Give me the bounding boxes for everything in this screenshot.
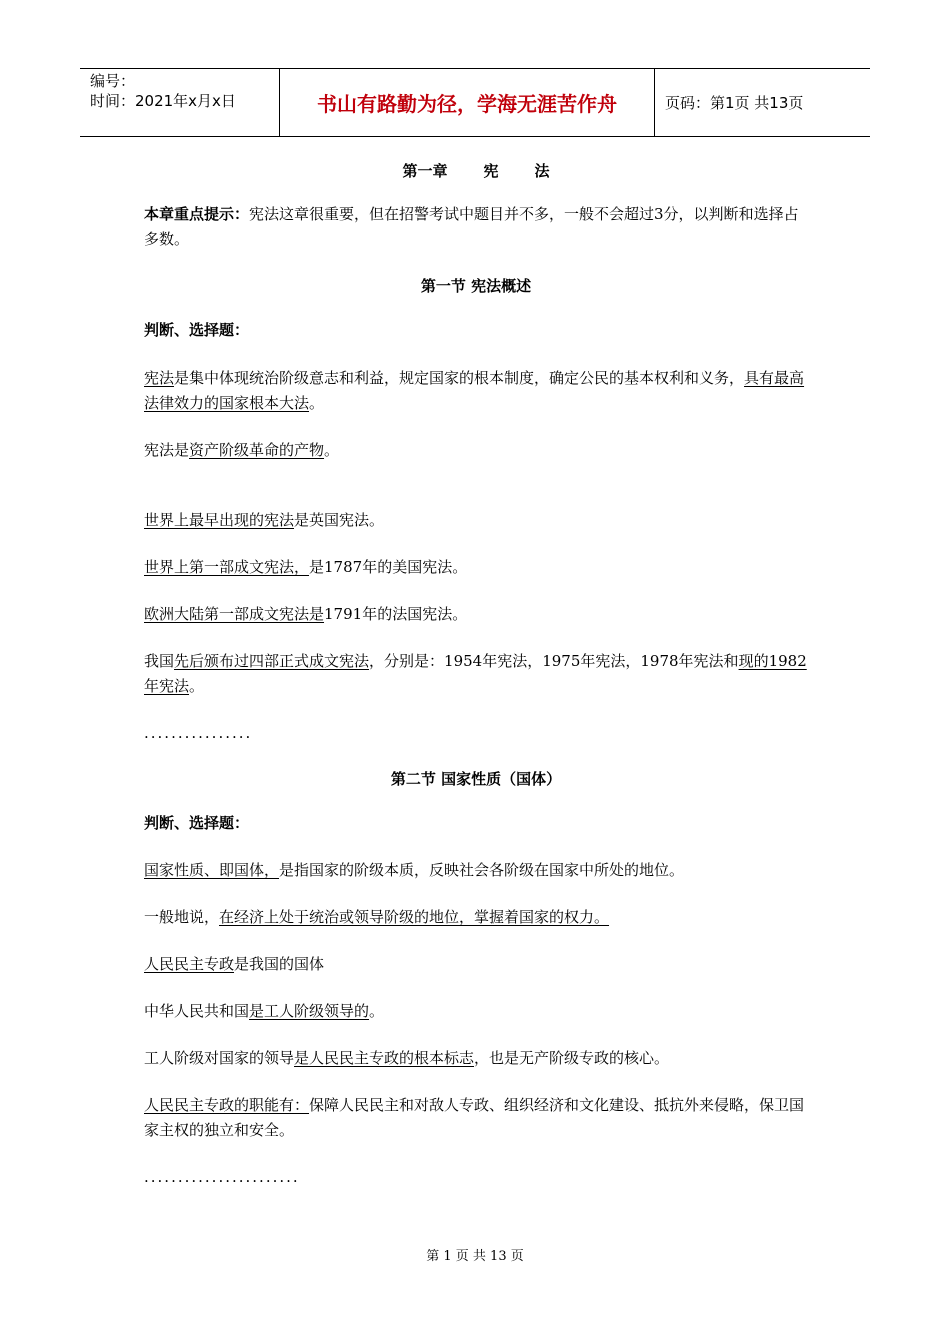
section-2-paragraph: 人民民主专政是我国的国体 [144,955,325,973]
page-footer: 第 1 页 共 13 页 [426,1249,524,1264]
chapter-title: 第一章 宪 法 [402,162,550,180]
section-1-paragraph: 我国先后颁布过四部正式成文宪法，分别是：1954年宪法，1975年宪法，1978年宪法和现的1982年宪法。 [144,652,807,695]
section-1-question-type: 判断、选择题： [144,321,250,339]
time-label: 时间：2021年x月x日 [90,92,236,110]
section-2-paragraph: 工人阶级对国家的领导是人民民主专政的根本标志，也是无产阶级专政的核心。 [144,1049,670,1067]
chapter-tip: 本章重点提示：宪法这章很重要，但在招警考试中题目并不多，一般不会超过3分，以判断和选择占多数。 [144,205,799,248]
section-2-paragraph: 中华人民共和国是工人阶级领导的。 [144,1002,385,1020]
section-2-title: 第二节 国家性质（国体） [390,770,562,788]
header-motto: 书山有路勤为径，学海无涯苦作舟 [280,69,655,136]
section-1-paragraph: 世界上最早出现的宪法是英国宪法。 [144,511,385,529]
section-1-ellipsis: ................ [144,724,253,742]
section-1-paragraph: 世界上第一部成文宪法，是1787年的美国宪法。 [144,558,468,576]
section-2-question-type: 判断、选择题： [144,814,250,832]
section-2-ellipsis: ....................... [144,1168,300,1186]
section-1-paragraph: 宪法是资产阶级革命的产物。 [144,441,340,459]
header-meta [80,69,280,136]
number-label: 编号： [90,72,136,90]
section-2-paragraph: 人民民主专政的职能有：保障人民民主和对敌人专政、组织经济和文化建设、抵抗外来侵略，保卫国家主权的独立和安全。 [144,1096,805,1139]
document-body [144,155,808,1190]
section-2-paragraph: 国家性质、即国体，是指国家的阶级本质，反映社会各阶级在国家中所处的地位。 [144,861,685,879]
section-1-title: 第一节 宪法概述 [420,277,532,295]
section-2-paragraph: 一般地说，在经济上处于统治或领导阶级的地位，掌握着国家的权力。 [144,908,610,926]
header-page-info: 页码：第1页 共13页 [665,94,804,112]
section-1-paragraph: 欧洲大陆第一部成文宪法是1791年的法国宪法。 [144,605,468,623]
page-header [80,68,870,137]
section-1-paragraph: 宪法是集中体现统治阶级意志和利益，规定国家的根本制度，确定公民的基本权利和义务，具有最高法律效力的国家根本大法。 [144,369,805,412]
